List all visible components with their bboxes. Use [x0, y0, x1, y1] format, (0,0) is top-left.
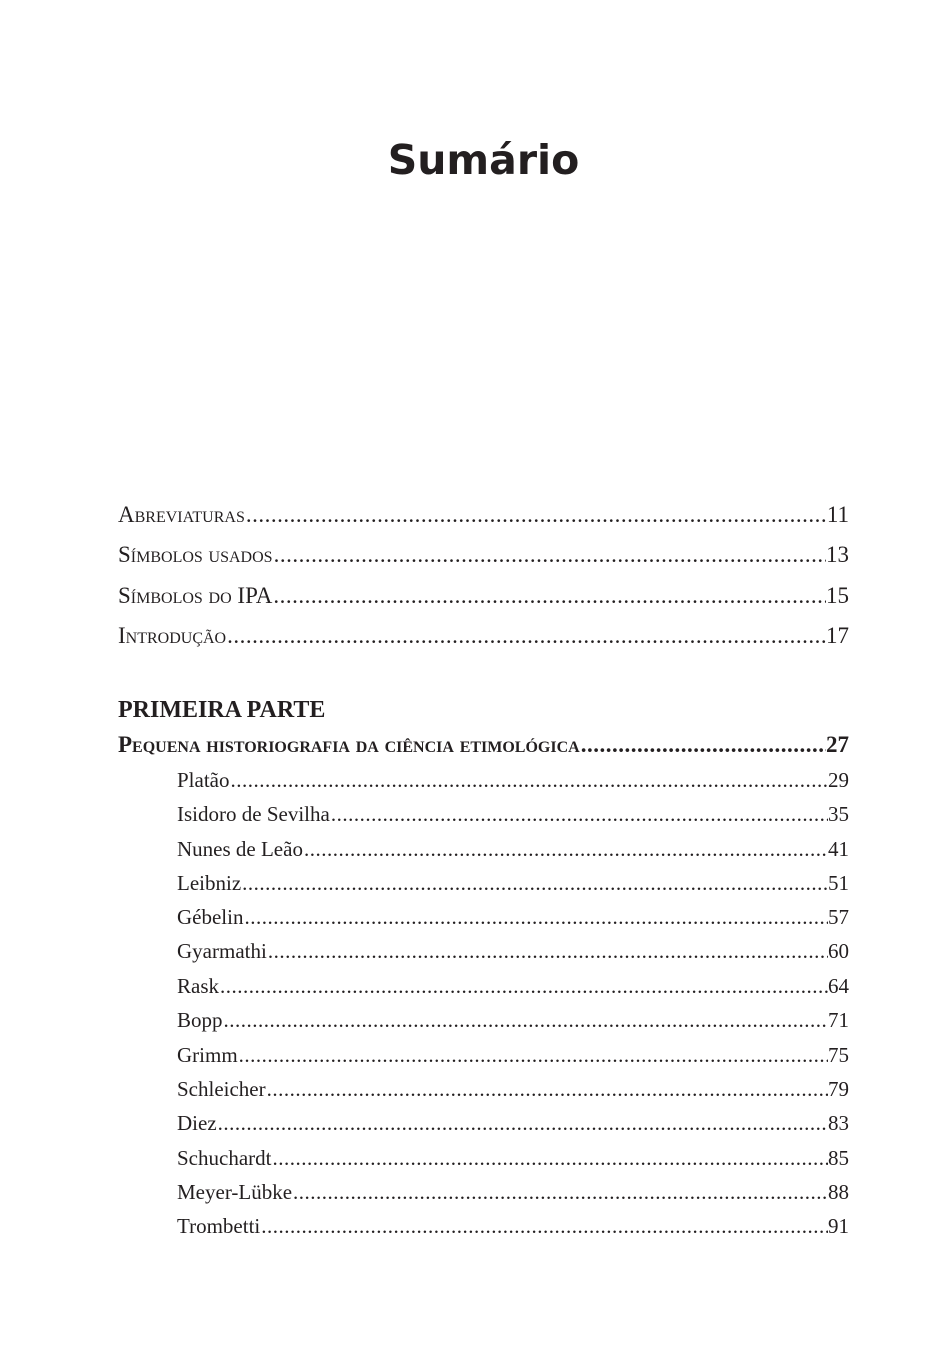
dot-leader: [219, 974, 828, 999]
part-heading: PRIMEIRA PARTE: [118, 697, 326, 723]
toc-section-entry[interactable]: [177, 1214, 849, 1239]
toc-section-entry[interactable]: [177, 1077, 849, 1102]
toc-entry-label: Meyer-Lübke: [177, 1180, 293, 1204]
toc-entry-simbolos-ipa[interactable]: [118, 583, 849, 609]
toc-entry-label: Gyarmathi: [177, 939, 267, 963]
toc-section-entry[interactable]: [177, 871, 849, 896]
toc-section-entry[interactable]: [177, 1146, 849, 1171]
toc-section-entry[interactable]: [177, 905, 849, 930]
dot-leader: [217, 1111, 828, 1136]
toc-entry-page: 11: [826, 502, 849, 527]
dot-leader: [292, 1180, 828, 1205]
toc-entry-page: 79: [828, 1077, 849, 1101]
toc-entry-label: Grimm: [177, 1043, 238, 1067]
toc-entry-page: 27: [826, 732, 849, 757]
toc-entry-label: Trombetti: [177, 1214, 261, 1238]
toc-section-entry[interactable]: [177, 1043, 849, 1068]
toc-entry-page: 88: [828, 1180, 849, 1204]
toc-entry-abreviaturas[interactable]: [118, 502, 849, 528]
dot-leader: [266, 1077, 828, 1102]
dot-leader: [267, 939, 828, 964]
toc-entry-page: 17: [826, 623, 849, 648]
dot-leader: [273, 542, 826, 568]
toc-entry-page: 35: [828, 802, 849, 826]
dot-leader: [272, 583, 826, 609]
dot-leader: [271, 1146, 828, 1171]
dot-leader: [243, 905, 828, 930]
toc-entry-page: 91: [828, 1214, 849, 1238]
toc-entry-page: 51: [828, 871, 849, 895]
toc-entry-page: 60: [828, 939, 849, 963]
toc-section-entry[interactable]: [177, 1180, 849, 1205]
toc-section-entry[interactable]: [177, 939, 849, 964]
dot-leader: [223, 1008, 828, 1033]
dot-leader: [580, 732, 826, 758]
toc-entry-label: Schuchardt: [177, 1146, 272, 1170]
toc-entry-introducao[interactable]: [118, 623, 849, 649]
toc-entry-label: Símbolos do IPA: [118, 583, 273, 608]
toc-entry-label: Diez: [177, 1111, 217, 1135]
toc-entry-label: Pequena historiografia da ciência etimológica: [118, 732, 580, 757]
toc-section-entry[interactable]: [177, 1008, 849, 1033]
toc-entry-label: Isidoro de Sevilha: [177, 802, 330, 826]
dot-leader: [260, 1214, 828, 1239]
toc-entry-page: 13: [826, 542, 849, 567]
page-title: Sumário: [387, 136, 580, 184]
dot-leader: [230, 768, 829, 793]
toc-section-entry[interactable]: [177, 974, 849, 999]
dot-leader: [241, 871, 828, 896]
dot-leader: [238, 1043, 828, 1068]
toc-entry-page: 41: [828, 837, 849, 861]
toc-entry-page: 71: [828, 1008, 849, 1032]
toc-entry-label: Bopp: [177, 1008, 223, 1032]
toc-entry-simbolos-usados[interactable]: [118, 542, 849, 568]
toc-entry-label: Platão: [177, 768, 230, 792]
toc-entry-label: Schleicher: [177, 1077, 266, 1101]
toc-entry-label: Gébelin: [177, 905, 244, 929]
toc-section-entry[interactable]: [177, 768, 849, 793]
toc-entry-label: Abreviaturas: [118, 502, 245, 527]
toc-entry-page: 75: [828, 1043, 849, 1067]
toc-section-entry[interactable]: [177, 802, 849, 827]
toc-entry-label: Símbolos usados: [118, 542, 273, 567]
toc-entry-page: 15: [826, 583, 849, 608]
dot-leader: [226, 623, 826, 649]
toc-section-entry[interactable]: [177, 837, 849, 862]
toc-entry-label: Nunes de Leão: [177, 837, 303, 861]
toc-entry-label: Leibniz: [177, 871, 242, 895]
dot-leader: [245, 502, 827, 528]
toc-section-entry[interactable]: [177, 1111, 849, 1136]
toc-chapter-entry[interactable]: [118, 732, 849, 758]
toc-entry-page: 83: [828, 1111, 849, 1135]
toc-entry-label: Introdução: [118, 623, 227, 648]
toc-entry-label: Rask: [177, 974, 219, 998]
dot-leader: [303, 837, 828, 862]
toc-entry-page: 29: [828, 768, 849, 792]
dot-leader: [330, 802, 828, 827]
toc-entry-page: 57: [828, 905, 849, 929]
toc-entry-page: 64: [828, 974, 849, 998]
toc-entry-page: 85: [828, 1146, 849, 1170]
